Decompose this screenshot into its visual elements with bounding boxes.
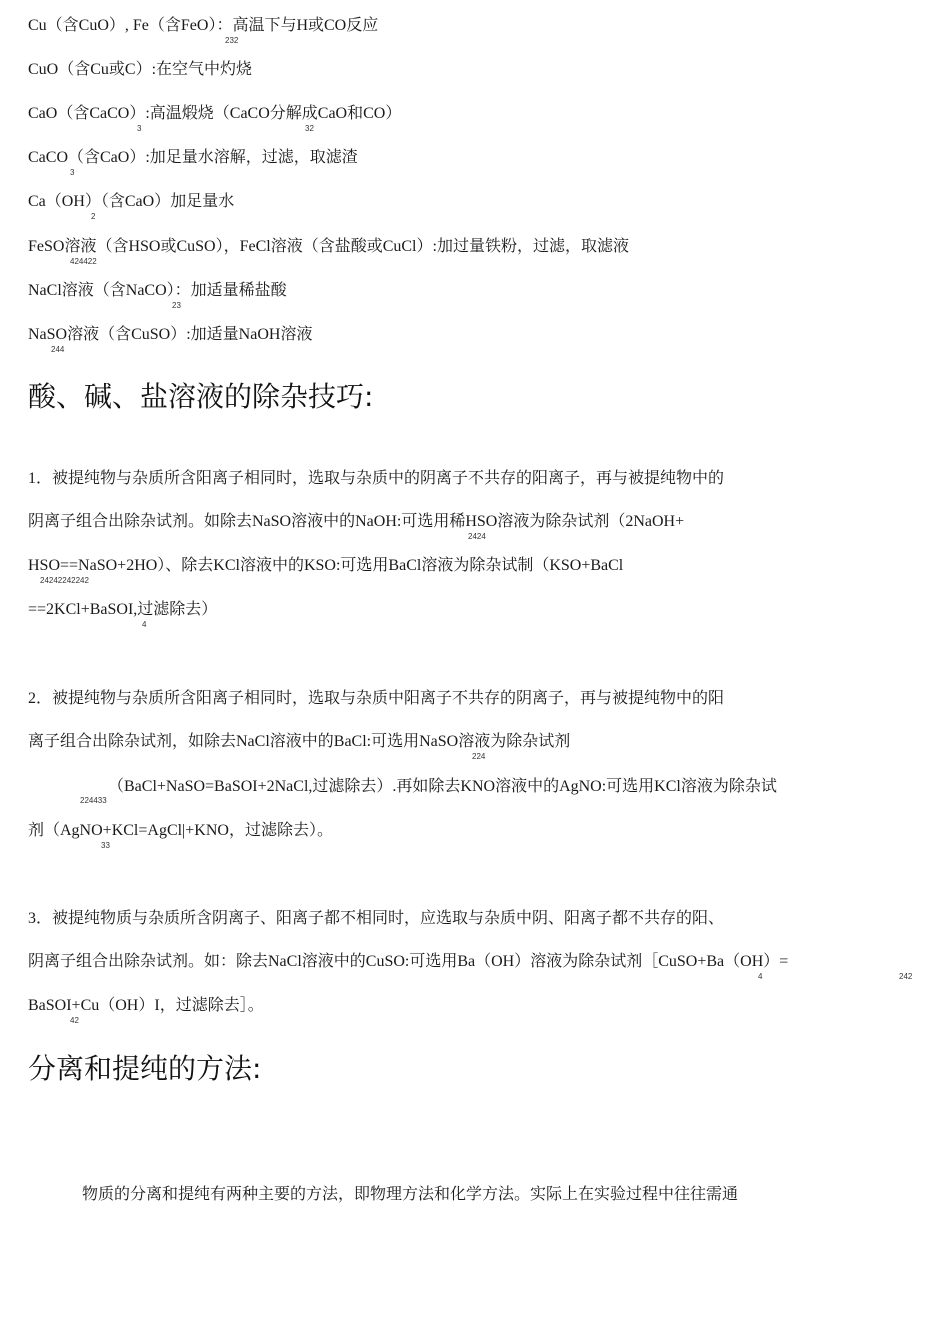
- section-heading-impurity-removal: 酸、碱、盐溶液的除杂技巧:: [28, 380, 374, 413]
- tip1-line-4: ==2KCl+BaSOI,过滤除去）: [28, 601, 218, 618]
- section-heading-separation-methods: 分离和提纯的方法:: [28, 1052, 262, 1085]
- subscript-line-4: 3: [70, 168, 75, 177]
- tip2-subscript-2: 224: [472, 752, 486, 761]
- method-line-7: NaCl溶液（含NaCO）：加适量稀盐酸: [28, 282, 287, 299]
- tip3-subscript-3: 42: [70, 1016, 79, 1025]
- tip1-line-2: 阴离子组合出除杂试剂。如除去NaSO溶液中的NaOH:可选用稀HSO溶液为除杂试剂（2NaOH+: [28, 513, 685, 530]
- tip2-subscript-4: 33: [101, 841, 110, 850]
- method-line-4: CaCO（含CaO）:加足量水溶解，过滤，取滤渣: [28, 149, 358, 166]
- subscript-line-6: 424422: [70, 257, 97, 266]
- method-line-6: FeSO溶液（含HSO或CuSO），FeCl溶液（含盐酸或CuCl）:加过量铁粉，过滤，取滤液: [28, 238, 629, 255]
- tip2-line-1: 2．被提纯物与杂质所含阳离子相同时，选取与杂质中阳离子不共存的阴离子，再与被提纯物中的阳: [28, 690, 725, 707]
- subscript-line-1: 232: [225, 36, 239, 45]
- tip2-line-3: （BaCl+NaSO=BaSOI+2NaCl,过滤除去）.再如除去KNO溶液中的AgNO:可选用KCl溶液为除杂试: [108, 778, 777, 795]
- tip1-subscript-4: 4: [142, 620, 147, 629]
- subscript-line-3a: 3: [137, 124, 142, 133]
- tip2-subscript-3: 224433: [80, 796, 107, 805]
- method-line-5: Ca（OH）（含CaO）加足量水: [28, 193, 235, 210]
- method-line-3: CaO（含CaCO）:高温煅烧（CaCO分解成CaO和CO）: [28, 105, 402, 122]
- tip2-line-2: 离子组合出除杂试剂，如除去NaCl溶液中的BaCl:可选用NaSO溶液为除杂试剂: [28, 733, 571, 750]
- tip2-line-4: 剂（AgNO+KCl=AgCl|+KNO，过滤除去）。: [28, 822, 333, 839]
- tip3-subscript-2b: 242: [899, 972, 913, 981]
- subscript-line-5: 2: [91, 212, 96, 221]
- tip1-line-3: HSO==NaSO+2HO）、除去KCl溶液中的KSO:可选用BaCl溶液为除杂试制（KSO+BaCl: [28, 557, 624, 574]
- tip1-subscript-3: 24242242242: [40, 576, 89, 585]
- tip3-subscript-2a: 4: [758, 972, 763, 981]
- tip3-line-2: 阴离子组合出除杂试剂。如：除去NaCl溶液中的CuSO:可选用Ba（OH）溶液为除杂试剂［CuSO+Ba（OH）=: [28, 953, 789, 970]
- closing-paragraph: 物质的分离和提纯有两种主要的方法，即物理方法和化学方法。实际上在实验过程中往往需通: [82, 1186, 739, 1203]
- method-line-1: Cu（含CuO）, Fe（含FeO）：高温下与H或CO反应: [28, 17, 379, 34]
- subscript-line-8: 244: [51, 345, 65, 354]
- method-line-8: NaSO溶液（含CuSO）:加适量NaOH溶液: [28, 326, 313, 343]
- method-line-2: CuO（含Cu或C）:在空气中灼烧: [28, 61, 253, 78]
- tip1-subscript-2: 2424: [468, 532, 486, 541]
- tip3-line-3: BaSOI+Cu（OH）I，过滤除去］。: [28, 997, 264, 1014]
- tip1-line-1: 1．被提纯物与杂质所含阳离子相同时，选取与杂质中的阴离子不共存的阳离子，再与被提纯物中的: [28, 470, 725, 487]
- subscript-line-7: 23: [172, 301, 181, 310]
- tip3-line-1: 3．被提纯物质与杂质所含阴离子、阳离子都不相同时，应选取与杂质中阴、阳离子都不共存的阳、: [28, 910, 725, 927]
- subscript-line-3b: 32: [305, 124, 314, 133]
